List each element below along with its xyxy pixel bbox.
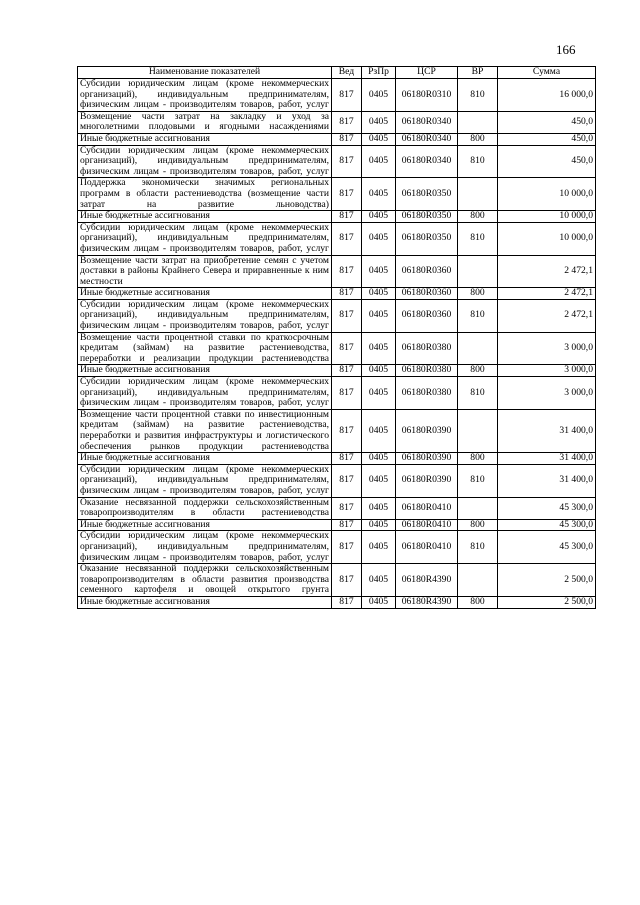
row-vr: 800: [458, 365, 498, 377]
row-rzpr: 0405: [362, 79, 396, 112]
table-row: [78, 453, 596, 465]
row-csr: 06180R0390: [396, 453, 458, 465]
row-csr: 06180R0360: [396, 288, 458, 300]
row-name: Возмещение части процентной ставки по инвестиционным кредитам (займам) на развитие растениеводства, переработки и развития инфраструктуры и логистического обеспечения рынков продукции растениеводства: [78, 409, 332, 452]
header-vr: ВР: [458, 67, 498, 79]
row-sum: 10 000,0: [498, 211, 596, 223]
row-csr: 06180R0380: [396, 365, 458, 377]
row-sum: 16 000,0: [498, 79, 596, 112]
row-rzpr: 0405: [362, 255, 396, 288]
row-sum: 2 472,1: [498, 288, 596, 300]
row-ved: 817: [332, 596, 362, 608]
table-row: [78, 332, 596, 365]
row-rzpr: 0405: [362, 596, 396, 608]
header-rzpr: РзПр: [362, 67, 396, 79]
row-rzpr: 0405: [362, 133, 396, 145]
row-sum: 45 300,0: [498, 519, 596, 531]
row-name: Поддержка экономически значимых региональных программ в области растениеводства (возмещение части затрат на развитие льноводства): [78, 178, 332, 211]
row-name: Иные бюджетные ассигнования: [78, 365, 332, 377]
row-vr: 810: [458, 377, 498, 410]
row-vr: [458, 409, 498, 452]
row-sum: 10 000,0: [498, 178, 596, 211]
row-csr: 06180R0390: [396, 409, 458, 452]
row-csr: 06180R0380: [396, 377, 458, 410]
table-row: [78, 596, 596, 608]
row-name: Возмещение части затрат на закладку и уход за многолетними плодовыми и ягодными насаждениями: [78, 111, 332, 133]
row-vr: [458, 332, 498, 365]
row-sum: 3 000,0: [498, 377, 596, 410]
row-rzpr: 0405: [362, 222, 396, 255]
row-rzpr: 0405: [362, 564, 396, 597]
table-header-row: [78, 67, 596, 79]
row-csr: 06180R0410: [396, 531, 458, 564]
table-body: [78, 79, 596, 609]
row-name: Иные бюджетные ассигнования: [78, 288, 332, 300]
row-name: Оказание несвязанной поддержки сельскохозяйственным товаропроизводителям в области развития производства семенного картофеля и овощей открытого грунта: [78, 564, 332, 597]
row-ved: 817: [332, 133, 362, 145]
row-rzpr: 0405: [362, 111, 396, 133]
row-vr: 800: [458, 596, 498, 608]
table-row: [78, 133, 596, 145]
row-vr: 810: [458, 79, 498, 112]
table-row: [78, 564, 596, 597]
row-sum: 31 400,0: [498, 464, 596, 497]
table-row: [78, 365, 596, 377]
row-ved: 817: [332, 464, 362, 497]
row-rzpr: 0405: [362, 531, 396, 564]
table-row: [78, 288, 596, 300]
row-vr: [458, 564, 498, 597]
table-row: [78, 145, 596, 178]
row-ved: 817: [332, 497, 362, 519]
row-sum: 2 500,0: [498, 596, 596, 608]
row-csr: 06180R0410: [396, 497, 458, 519]
row-ved: 817: [332, 377, 362, 410]
row-sum: 31 400,0: [498, 409, 596, 452]
row-rzpr: 0405: [362, 519, 396, 531]
row-vr: [458, 111, 498, 133]
table-row: [78, 464, 596, 497]
row-csr: 06180R0380: [396, 332, 458, 365]
table-row: [78, 79, 596, 112]
row-ved: 817: [332, 178, 362, 211]
row-rzpr: 0405: [362, 453, 396, 465]
row-rzpr: 0405: [362, 377, 396, 410]
row-name: Возмещение части затрат на приобретение семян с учетом доставки в районы Крайнего Севера и приравненные к ним местности: [78, 255, 332, 288]
row-csr: 06180R0350: [396, 211, 458, 223]
row-name: Оказание несвязанной поддержки сельскохозяйственным товаропроизводителям в области растениеводства: [78, 497, 332, 519]
table-row: [78, 178, 596, 211]
header-name: Наименование показателей: [78, 67, 332, 79]
table-row: [78, 222, 596, 255]
row-rzpr: 0405: [362, 497, 396, 519]
row-csr: 06180R0350: [396, 178, 458, 211]
row-sum: 3 000,0: [498, 365, 596, 377]
row-rzpr: 0405: [362, 464, 396, 497]
row-ved: 817: [332, 79, 362, 112]
row-sum: 45 300,0: [498, 531, 596, 564]
header-sum: Сумма: [498, 67, 596, 79]
row-ved: 817: [332, 519, 362, 531]
table-row: [78, 519, 596, 531]
row-ved: 817: [332, 111, 362, 133]
row-vr: 800: [458, 453, 498, 465]
row-ved: 817: [332, 365, 362, 377]
row-vr: 810: [458, 299, 498, 332]
table-row: [78, 211, 596, 223]
row-csr: 06180R0340: [396, 145, 458, 178]
row-vr: 800: [458, 133, 498, 145]
row-name: Возмещение части процентной ставки по краткосрочным кредитам (займам) на развитие растениеводства, переработки и реализации продукции растениеводства: [78, 332, 332, 365]
row-rzpr: 0405: [362, 178, 396, 211]
row-sum: 450,0: [498, 133, 596, 145]
row-csr: 06180R0410: [396, 519, 458, 531]
row-rzpr: 0405: [362, 409, 396, 452]
table-row: [78, 377, 596, 410]
row-sum: 2 500,0: [498, 564, 596, 597]
row-name: Иные бюджетные ассигнования: [78, 133, 332, 145]
row-csr: 06180R4390: [396, 596, 458, 608]
table-row: [78, 299, 596, 332]
row-name: Иные бюджетные ассигнования: [78, 519, 332, 531]
row-sum: 2 472,1: [498, 299, 596, 332]
row-name: Субсидии юридическим лицам (кроме некоммерческих организаций), индивидуальным предпринимателям, физическим лицам - производителям товаров, работ, услуг: [78, 299, 332, 332]
page-number: 166: [556, 42, 576, 57]
row-rzpr: 0405: [362, 211, 396, 223]
row-rzpr: 0405: [362, 145, 396, 178]
row-sum: 45 300,0: [498, 497, 596, 519]
table-row: [78, 531, 596, 564]
row-rzpr: 0405: [362, 365, 396, 377]
row-rzpr: 0405: [362, 288, 396, 300]
row-ved: 817: [332, 531, 362, 564]
row-rzpr: 0405: [362, 332, 396, 365]
row-vr: 800: [458, 211, 498, 223]
row-csr: 06180R0350: [396, 222, 458, 255]
row-sum: 31 400,0: [498, 453, 596, 465]
row-vr: 810: [458, 531, 498, 564]
row-name: Субсидии юридическим лицам (кроме некоммерческих организаций), индивидуальным предпринимателям, физическим лицам - производителям товаров, работ, услуг: [78, 145, 332, 178]
row-csr: 06180R0310: [396, 79, 458, 112]
row-sum: 2 472,1: [498, 255, 596, 288]
row-ved: 817: [332, 453, 362, 465]
row-rzpr: 0405: [362, 299, 396, 332]
row-vr: [458, 255, 498, 288]
row-csr: 06180R0390: [396, 464, 458, 497]
row-name: Иные бюджетные ассигнования: [78, 453, 332, 465]
row-ved: 817: [332, 222, 362, 255]
row-sum: 3 000,0: [498, 332, 596, 365]
table-row: [78, 111, 596, 133]
row-ved: 817: [332, 211, 362, 223]
row-ved: 817: [332, 145, 362, 178]
row-name: Субсидии юридическим лицам (кроме некоммерческих организаций), индивидуальным предпринимателям, физическим лицам - производителям товаров, работ, услуг: [78, 222, 332, 255]
row-vr: [458, 497, 498, 519]
table-row: [78, 409, 596, 452]
row-vr: 810: [458, 464, 498, 497]
row-csr: 06180R0340: [396, 111, 458, 133]
row-name: Иные бюджетные ассигнования: [78, 596, 332, 608]
row-csr: 06180R4390: [396, 564, 458, 597]
row-vr: 810: [458, 222, 498, 255]
row-ved: 817: [332, 409, 362, 452]
row-csr: 06180R0360: [396, 255, 458, 288]
row-vr: 800: [458, 288, 498, 300]
row-name: Субсидии юридическим лицам (кроме некоммерческих организаций), индивидуальным предпринимателям, физическим лицам - производителям товаров, работ, услуг: [78, 531, 332, 564]
row-ved: 817: [332, 299, 362, 332]
row-name: Субсидии юридическим лицам (кроме некоммерческих организаций), индивидуальным предпринимателям, физическим лицам - производителям товаров, работ, услуг: [78, 79, 332, 112]
row-sum: 450,0: [498, 145, 596, 178]
header-ved: Вед: [332, 67, 362, 79]
row-ved: 817: [332, 564, 362, 597]
table-row: [78, 497, 596, 519]
row-csr: 06180R0340: [396, 133, 458, 145]
row-name: Иные бюджетные ассигнования: [78, 211, 332, 223]
row-vr: 810: [458, 145, 498, 178]
table-row: [78, 255, 596, 288]
header-csr: ЦСР: [396, 67, 458, 79]
row-ved: 817: [332, 288, 362, 300]
row-sum: 450,0: [498, 111, 596, 133]
row-sum: 10 000,0: [498, 222, 596, 255]
row-ved: 817: [332, 332, 362, 365]
row-csr: 06180R0360: [396, 299, 458, 332]
row-vr: [458, 178, 498, 211]
budget-table: [77, 66, 596, 609]
row-vr: 800: [458, 519, 498, 531]
row-name: Субсидии юридическим лицам (кроме некоммерческих организаций), индивидуальным предпринимателям, физическим лицам - производителям товаров, работ, услуг: [78, 464, 332, 497]
row-ved: 817: [332, 255, 362, 288]
row-name: Субсидии юридическим лицам (кроме некоммерческих организаций), индивидуальным предпринимателям, физическим лицам - производителям товаров, работ, услуг: [78, 377, 332, 410]
